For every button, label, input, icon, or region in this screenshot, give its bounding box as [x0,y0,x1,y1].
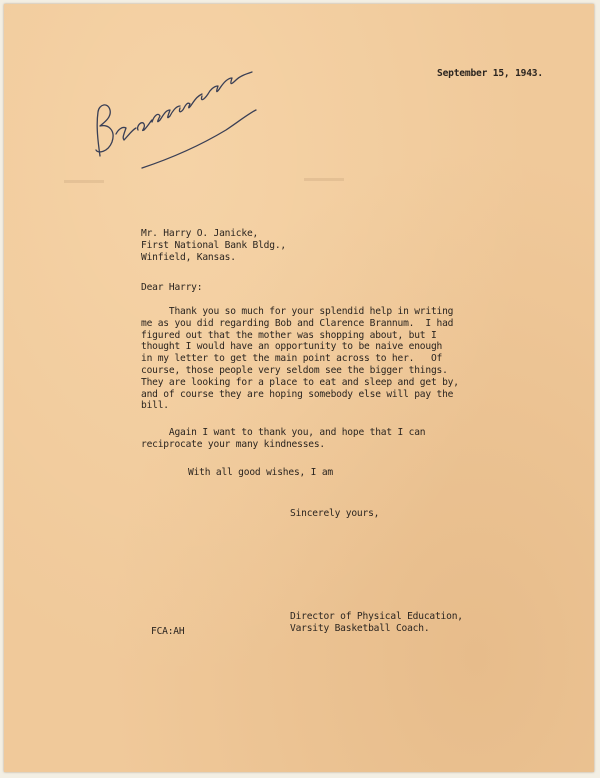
body-line: reciprocate your many kindnesses. [141,438,326,450]
letter-page [4,4,594,772]
body-line: and of course they are hoping somebody else will pay the [141,388,454,400]
letter-date: September 15, 1943. [437,68,543,79]
typist-initials: FCA:AH [151,626,185,637]
closing-line: With all good wishes, I am [188,467,333,478]
body-line: figured out that the mother was shopping about, but I [141,329,437,341]
recipient-name: Mr. Harry O. Janicke, [141,228,259,239]
body-line: Thank you so much for your splendid help in writing [141,306,454,317]
body-line: course, those people very seldom see the bigger things. [141,364,448,376]
recipient-address-line1: First National Bank Bldg., [141,240,286,251]
signature-title-1: Director of Physical Education, [290,611,463,622]
recipient-address-line2: Winfield, Kansas. [141,252,236,263]
body-line: me as you did regarding Bob and Clarence Brannum. I had [141,317,454,329]
faint-mark [304,178,344,181]
body-paragraph-2 [141,427,491,451]
handwritten-signature [86,64,266,174]
body-line: in my letter to get the main point across to her. Of [141,353,443,365]
salutation: Dear Harry: [141,282,203,293]
body-paragraph-1 [141,306,491,412]
body-line: thought I would have an opportunity to be naive enough [141,341,443,353]
body-line: bill. [141,400,169,412]
signature-title-2: Varsity Basketball Coach. [290,623,430,634]
faint-mark [64,180,104,183]
body-line: They are looking for a place to eat and sleep and get by, [141,376,459,388]
complimentary-close: Sincerely yours, [290,508,380,519]
body-line: Again I want to thank you, and hope that I can [141,427,426,438]
